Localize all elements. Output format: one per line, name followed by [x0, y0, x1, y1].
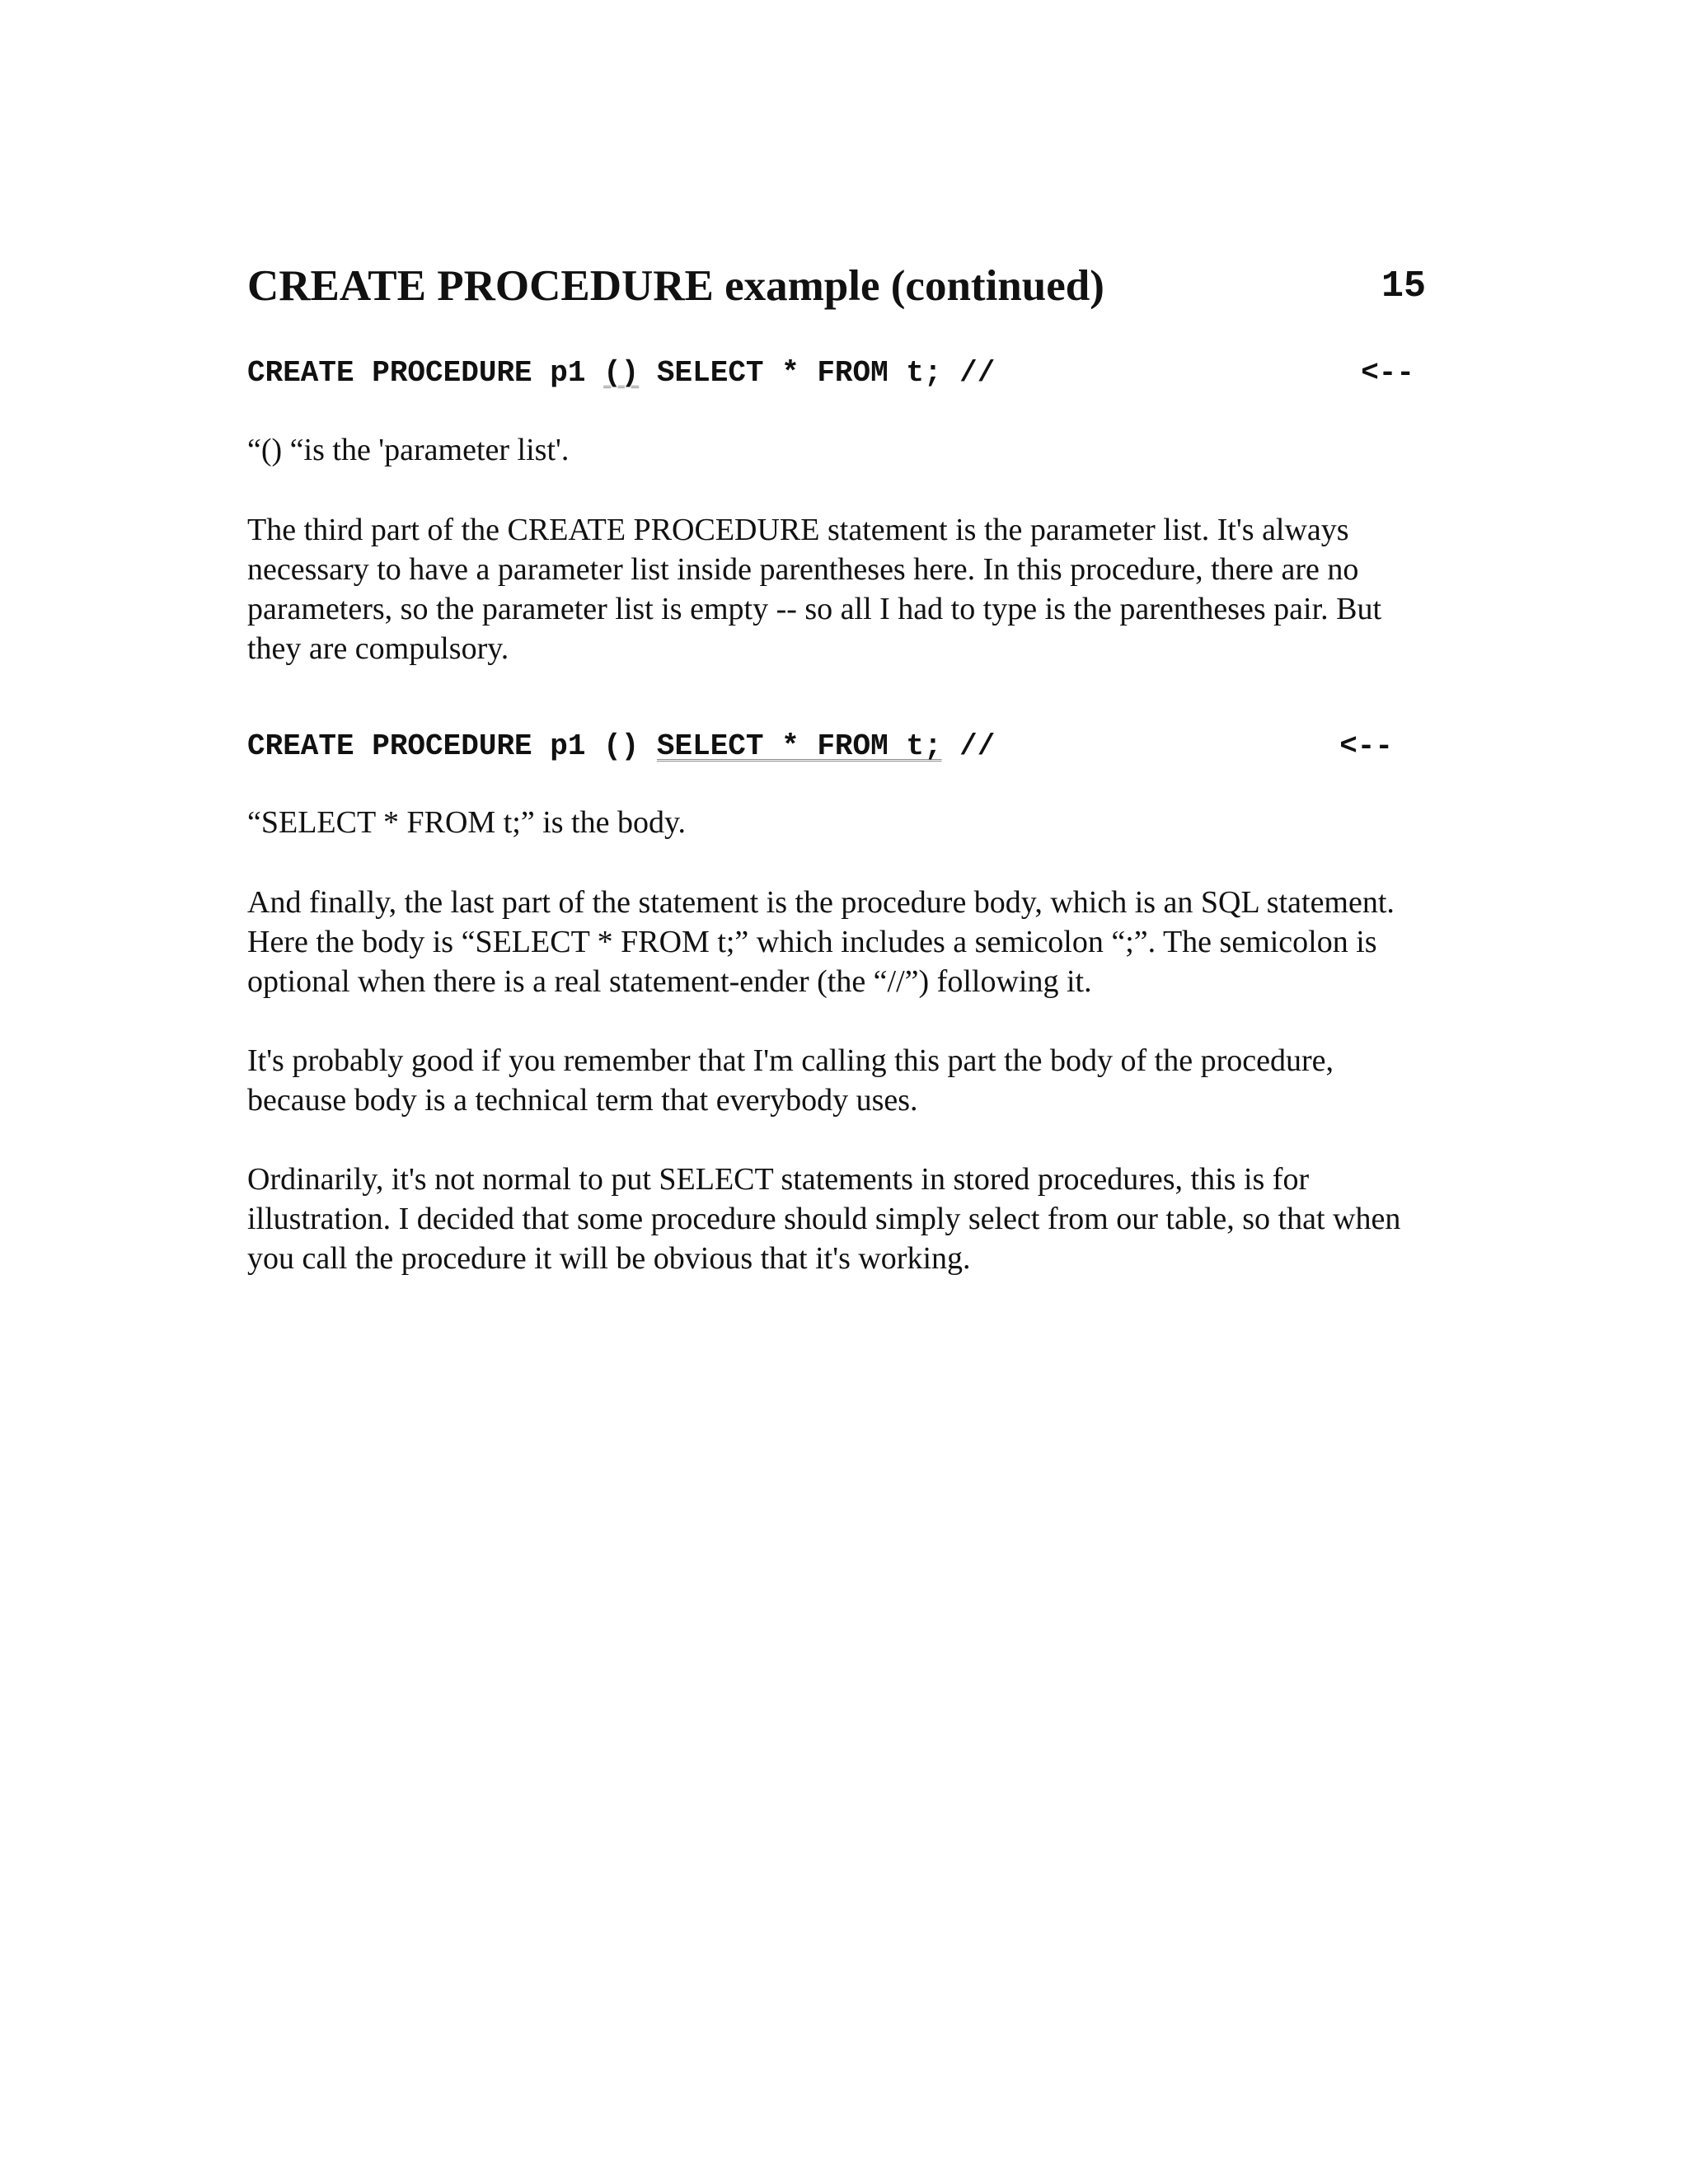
pointer-arrow: <-- [1339, 729, 1393, 763]
code-text [247, 353, 995, 394]
paragraph-select-illustration: Ordinarily, it's not normal to put SELECT statements in stored procedures, this is for illustration. I decided that some procedure should simply select from our table, so that when you call the procedure it will be obvious that it's working. [247, 1162, 1401, 1276]
page-number: 15 [1381, 265, 1426, 307]
code-highlight-parameter-list: () [603, 356, 640, 390]
page-header [247, 257, 1426, 315]
pointer-arrow: <-- [1361, 356, 1414, 390]
page-title: CREATE PROCEDURE example (continued) [247, 262, 1104, 310]
caption-body: “SELECT * FROM t;” is the body. [247, 805, 686, 840]
code-example-parameter-list [247, 353, 1426, 394]
paragraph-body-term: It's probably good if you remember that I'm calling this part the body of the procedure, because body is a technical term that everybody uses. [247, 1043, 1334, 1118]
caption-parameter-list: “() “is the 'parameter list'. [247, 433, 570, 467]
code-example-body [247, 726, 1426, 767]
code-prefix: CREATE PROCEDURE p1 [247, 356, 604, 390]
code-suffix: // [941, 729, 996, 763]
code-prefix: CREATE PROCEDURE p1 () [247, 729, 657, 763]
code-suffix: SELECT * FROM t; // [639, 356, 996, 390]
code-highlight-body: SELECT * FROM t; [656, 729, 942, 763]
paragraph-procedure-body: And finally, the last part of the statement is the procedure body, which is an SQL statement. Here the body is “SELECT * FROM t;” which includes a semicolon “;”. The semicolon is optional when there is a real statement-ender (the “//”) following it. [247, 885, 1395, 999]
paragraph-parameter-list: The third part of the CREATE PROCEDURE statement is the parameter list. It's always necessary to have a parameter list inside parentheses here. In this procedure, there are no parameters, so the parameter list is empty -- so all I had to type is the parentheses pair. But they are compulsory. [247, 513, 1382, 666]
code-text [247, 726, 995, 767]
